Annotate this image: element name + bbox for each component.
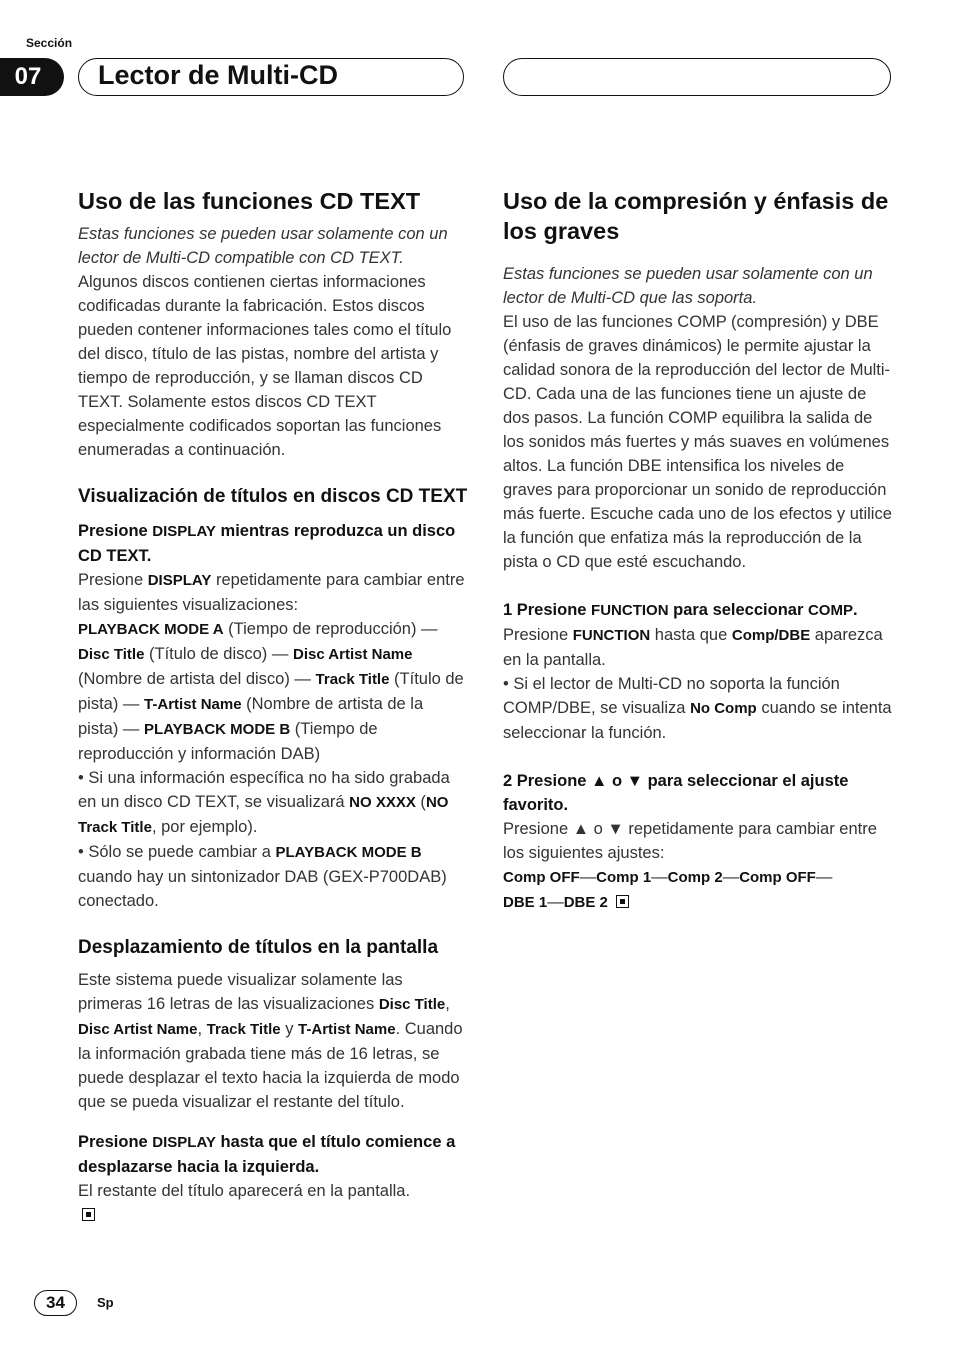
end-of-section-icon	[616, 895, 629, 908]
section-label: Sección	[26, 36, 73, 50]
scroll-result: El restante del título aparecerá en la pantalla.	[78, 1179, 468, 1227]
step-1-body: Presione FUNCTION hasta que Comp/DBE aparezca en la pantalla.	[503, 626, 883, 669]
end-of-section-icon	[82, 1208, 95, 1221]
up-arrow-icon: ▲	[591, 772, 608, 790]
step-press-display: Presione DISPLAY mientras reproduzca un disco CD TEXT.	[78, 522, 456, 565]
settings-sequence: Comp OFF—Comp 1—Comp 2—Comp OFF— DBE 1—DBE 2	[503, 868, 833, 911]
display-repeat-text: Presione DISPLAY repetidamente para cambiar entre las siguientes visualizaciones:	[78, 571, 465, 614]
cd-text-intro-body: Algunos discos contienen ciertas informaciones codificadas durante la fabricación. Estos discos pueden contener informaciones tales como el título del disco, título de las pistas, nombre del artista y tiempo de reproducción, y se llaman discos CD TEXT. Solamente estos discos CD TEXT especialmente codificados soportan las funciones enumeradas a continuación.	[78, 273, 452, 459]
section-number-badge: 07	[0, 58, 64, 96]
step-1-note: • Si el lector de Multi-CD no soporta la función COMP/DBE, se visualiza No Comp cuando se intenta seleccionar la función.	[503, 675, 892, 742]
display-sequence: PLAYBACK MODE A (Tiempo de reproducción) — Disc Title (Título de disco) — Disc Artist Name (Nombre de artista del disco) — Track Title (Título de pista) — T-Artist Name (Nombre de artista de la pista) — PLAYBACK MODE B (Tiempo de reproducción y información DAB)	[78, 620, 464, 763]
down-arrow-icon: ▼	[626, 772, 643, 790]
left-column	[78, 186, 468, 1227]
heading-comp-bass: Uso de la compresión y énfasis de los graves	[503, 188, 889, 244]
header-empty-frame	[503, 58, 891, 96]
step-press-display-scroll: Presione DISPLAY hasta que el título comience a desplazarse hacia la izquierda.	[78, 1133, 456, 1176]
heading-title-display: Visualización de títulos en discos CD TEXT	[78, 486, 468, 507]
down-arrow-icon: ▼	[607, 820, 624, 838]
step-1-select-comp: 1 Presione FUNCTION para seleccionar COMP.	[503, 601, 858, 619]
step-2-select-setting: 2 Presione ▲ o ▼ para seleccionar el ajuste favorito.	[503, 772, 849, 814]
right-column	[503, 186, 893, 915]
language-code: Sp	[97, 1295, 114, 1310]
chapter-title: Lector de Multi-CD	[98, 60, 338, 90]
note-no-info: • Si una información específica no ha sido grabada en un disco CD TEXT, se visualizará NO XXXX (NO Track Title, por ejemplo).	[78, 769, 450, 836]
note-dab-tuner: • Sólo se puede cambiar a PLAYBACK MODE B cuando hay un sintonizador DAB (GEX-P700DAB) conectado.	[78, 843, 447, 910]
page-number: 34	[34, 1290, 77, 1316]
up-arrow-icon: ▲	[572, 820, 590, 838]
heading-title-scroll: Desplazamiento de títulos en la pantalla	[78, 937, 439, 958]
cd-text-intro-note: Estas funciones se pueden usar solamente con un lector de Multi-CD compatible con CD TEXT.	[78, 225, 448, 267]
step-2-body: Presione ▲ o ▼ repetidamente para cambiar entre los siguientes ajustes:	[503, 820, 877, 862]
scroll-body: Este sistema puede visualizar solamente las primeras 16 letras de las visualizaciones Disc Title, Disc Artist Name, Track Title y T-Artist Name. Cuando la información grabada tiene más de 16 letras, se puede desplazar el texto hacia la izquierda de modo que se pueda visualizar el restante del título.	[78, 971, 463, 1111]
comp-intro-note: Estas funciones se pueden usar solamente con un lector de Multi-CD que las soporta.	[503, 265, 873, 307]
comp-intro-body: El uso de las funciones COMP (compresión) y DBE (énfasis de graves dinámicos) le permite ajustar la calidad sonora de la reproducción del lector de Multi-CD. Cada una de las funciones tiene un ajuste de dos pasos. La función COMP equilibra la salida de los sonidos más fuertes y más suaves en volúmenes altos. La función DBE intensifica los niveles de graves para proporcionar un sonido de reproducción más fuerte. Escuche cada uno de los efectos y utilice la función que enfatiza más la reproducción de la pista o CD que esté escuchando.	[503, 313, 892, 571]
heading-cd-text: Uso de las funciones CD TEXT	[78, 188, 421, 214]
